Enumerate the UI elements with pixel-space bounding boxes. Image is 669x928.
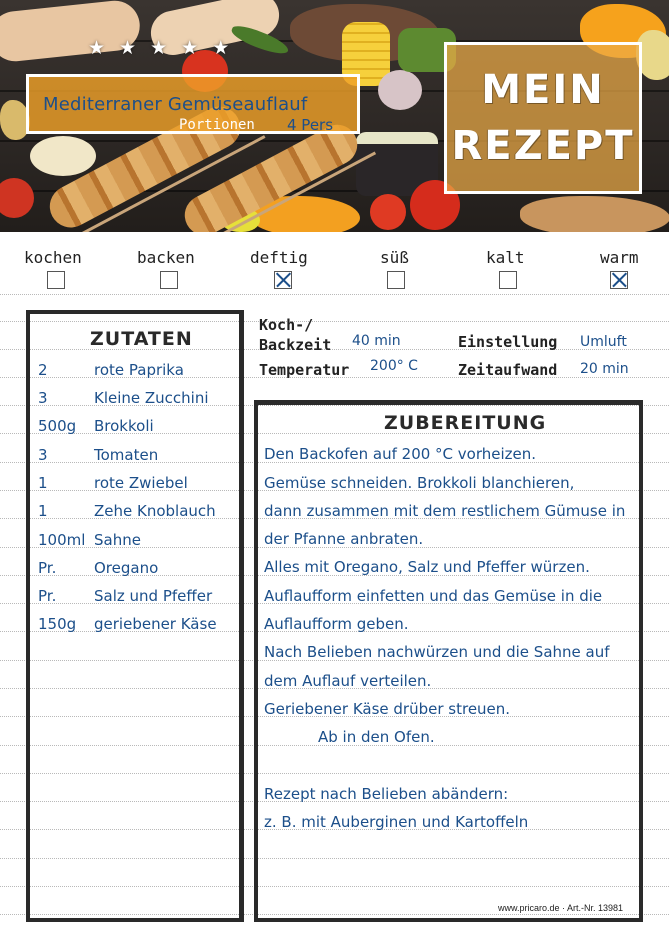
preparation-line: Gemüse schneiden. Brokkoli blanchieren, — [264, 474, 575, 492]
star-icon: ★ — [181, 37, 199, 59]
rating-stars — [88, 38, 229, 58]
ingredient-name: Tomaten — [94, 446, 159, 464]
star-icon: ★ — [119, 37, 137, 59]
portions-label: Portionen — [179, 117, 255, 133]
checkbox-suess[interactable] — [387, 271, 405, 289]
preparation-line: Den Backofen auf 200 °C vorheizen. — [264, 445, 537, 463]
checkbox-kalt[interactable] — [499, 271, 517, 289]
recipe-title: Mediterraner Gemüseauflauf — [43, 94, 308, 115]
ingredient-amount: 3 — [38, 389, 48, 407]
category-label-deftig: deftig — [250, 248, 308, 267]
star-icon: ★ — [88, 37, 106, 59]
ingredient-name: Oregano — [94, 559, 159, 577]
effort-value: 20 min — [580, 361, 629, 377]
preparation-line: z. B. mit Auberginen und Kartoffeln — [264, 813, 529, 831]
ingredient-amount: Pr. — [38, 587, 57, 605]
portions-value: 4 Pers — [287, 116, 334, 134]
footer-article-number: www.pricaro.de · Art.-Nr. 13981 — [498, 903, 624, 913]
ingredient-amount: 1 — [38, 502, 48, 520]
category-label-backen: backen — [137, 248, 195, 267]
star-icon: ★ — [150, 37, 168, 59]
category-label-suess: süß — [380, 248, 409, 267]
category-label-warm: warm — [600, 248, 639, 267]
recipe-title-box — [26, 74, 360, 134]
mein-rezept-badge — [444, 42, 642, 194]
ingredient-amount: 150g — [38, 615, 77, 633]
ingredient-amount: Pr. — [38, 559, 57, 577]
setting-value: Umluft — [580, 334, 627, 350]
cook-time-label-1: Koch-/ — [259, 316, 314, 334]
checkbox-warm[interactable] — [610, 271, 628, 289]
preparation-line: Alles mit Oregano, Salz und Pfeffer würzen. — [264, 558, 590, 576]
ingredient-name: Kleine Zucchini — [94, 389, 209, 407]
preparation-line: Nach Belieben nachwürzen und die Sahne auf — [264, 643, 610, 661]
ingredient-amount: 100ml — [38, 531, 86, 549]
ingredient-name: Zehe Knoblauch — [94, 502, 216, 520]
badge-line-2: REZEPT — [451, 123, 635, 169]
ingredient-name: Salz und Pfeffer — [94, 587, 213, 605]
recipe-header-photo — [0, 0, 669, 232]
ingredient-name: Brokkoli — [94, 417, 154, 435]
preparation-line: Geriebener Käse drüber streuen. — [264, 700, 511, 718]
preparation-line: Auflaufform geben. — [264, 615, 409, 633]
ingredient-amount: 1 — [38, 474, 48, 492]
temperature-value: 200° C — [370, 358, 418, 374]
ingredient-name: rote Paprika — [94, 361, 184, 379]
preparation-line: dem Auflauf verteilen. — [264, 672, 432, 690]
ingredient-name: rote Zwiebel — [94, 474, 188, 492]
preparation-line: Rezept nach Belieben abändern: — [264, 785, 509, 803]
preparation-line: Auflaufform einfetten und das Gemüse in die — [264, 587, 603, 605]
ingredients-heading: ZUTATEN — [90, 328, 193, 350]
ingredient-amount: 2 — [38, 361, 48, 379]
setting-label: Einstellung — [458, 333, 558, 351]
cook-time-label-2: Backzeit — [259, 336, 332, 354]
preparation-line: Ab in den Ofen. — [318, 728, 435, 746]
cook-time-value: 40 min — [352, 333, 401, 349]
effort-label: Zeitaufwand — [458, 361, 558, 379]
ingredient-amount: 500g — [38, 417, 77, 435]
checkbox-kochen[interactable] — [47, 271, 65, 289]
checkbox-deftig[interactable] — [274, 271, 292, 289]
preparation-line: dann zusammen mit dem restlichem Gümuse in — [264, 502, 626, 520]
temperature-label: Temperatur — [259, 361, 350, 379]
star-icon: ★ — [212, 37, 230, 59]
category-label-kochen: kochen — [24, 248, 82, 267]
category-label-kalt: kalt — [486, 248, 525, 267]
preparation-heading: ZUBEREITUNG — [384, 412, 547, 434]
checkbox-backen[interactable] — [160, 271, 178, 289]
badge-line-1: MEIN — [481, 67, 605, 113]
ingredient-name: geriebener Käse — [94, 615, 217, 633]
preparation-line: der Pfanne anbraten. — [264, 530, 424, 548]
ingredient-name: Sahne — [94, 531, 141, 549]
ingredient-amount: 3 — [38, 446, 48, 464]
